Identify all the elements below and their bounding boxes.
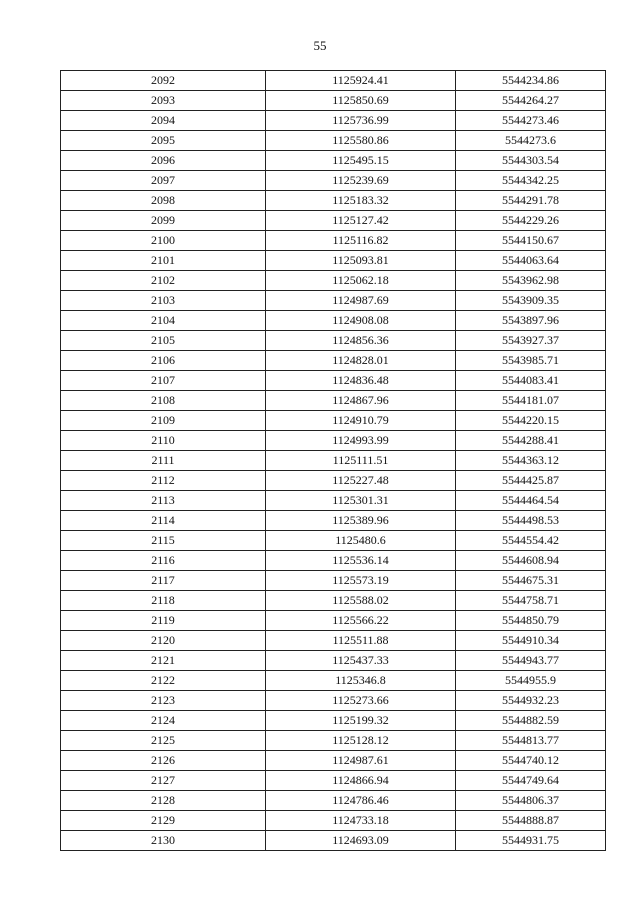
point-number-cell: 2103 — [61, 291, 266, 311]
x-coordinate-cell: 1124786.46 — [266, 791, 456, 811]
page-number: 55 — [313, 38, 327, 53]
point-number-cell: 2117 — [61, 571, 266, 591]
table-row — [61, 531, 606, 551]
y-coordinate-cell: 5544063.64 — [456, 251, 606, 271]
point-number-cell: 2121 — [61, 651, 266, 671]
table-row — [61, 711, 606, 731]
table-row — [61, 771, 606, 791]
x-coordinate-cell: 1125301.31 — [266, 491, 456, 511]
point-number-cell: 2107 — [61, 371, 266, 391]
table-row — [61, 551, 606, 571]
table-row — [61, 71, 606, 91]
x-coordinate-cell: 1124987.69 — [266, 291, 456, 311]
point-number-cell: 2092 — [61, 71, 266, 91]
point-number-cell: 2123 — [61, 691, 266, 711]
y-coordinate-cell: 5544288.41 — [456, 431, 606, 451]
table-row — [61, 831, 606, 851]
point-number-cell: 2116 — [61, 551, 266, 571]
point-number-cell: 2126 — [61, 751, 266, 771]
table-body — [61, 71, 606, 851]
table-row — [61, 651, 606, 671]
y-coordinate-cell: 5544273.46 — [456, 111, 606, 131]
point-number-cell: 2119 — [61, 611, 266, 631]
point-number-cell: 2120 — [61, 631, 266, 651]
point-number-cell: 2101 — [61, 251, 266, 271]
y-coordinate-cell: 5544234.86 — [456, 71, 606, 91]
point-number-cell: 2093 — [61, 91, 266, 111]
y-coordinate-cell: 5544955.9 — [456, 671, 606, 691]
table-row — [61, 611, 606, 631]
x-coordinate-cell: 1125183.32 — [266, 191, 456, 211]
table-row — [61, 371, 606, 391]
table-row — [61, 691, 606, 711]
y-coordinate-cell: 5544229.26 — [456, 211, 606, 231]
table-row — [61, 431, 606, 451]
y-coordinate-cell: 5544181.07 — [456, 391, 606, 411]
x-coordinate-cell: 1124693.09 — [266, 831, 456, 851]
y-coordinate-cell: 5544882.59 — [456, 711, 606, 731]
point-number-cell: 2108 — [61, 391, 266, 411]
point-number-cell: 2096 — [61, 151, 266, 171]
table-row — [61, 811, 606, 831]
y-coordinate-cell: 5544888.87 — [456, 811, 606, 831]
x-coordinate-cell: 1125062.18 — [266, 271, 456, 291]
point-number-cell: 2097 — [61, 171, 266, 191]
x-coordinate-cell: 1124867.96 — [266, 391, 456, 411]
table-row — [61, 751, 606, 771]
point-number-cell: 2130 — [61, 831, 266, 851]
x-coordinate-cell: 1125588.02 — [266, 591, 456, 611]
y-coordinate-cell: 5544813.77 — [456, 731, 606, 751]
x-coordinate-cell: 1125128.12 — [266, 731, 456, 751]
point-number-cell: 2114 — [61, 511, 266, 531]
y-coordinate-cell: 5544273.6 — [456, 131, 606, 151]
x-coordinate-cell: 1125093.81 — [266, 251, 456, 271]
y-coordinate-cell: 5544608.94 — [456, 551, 606, 571]
table-row — [61, 471, 606, 491]
point-number-cell: 2118 — [61, 591, 266, 611]
point-number-cell: 2102 — [61, 271, 266, 291]
point-number-cell: 2122 — [61, 671, 266, 691]
point-number-cell: 2098 — [61, 191, 266, 211]
table-row — [61, 291, 606, 311]
table-row — [61, 191, 606, 211]
y-coordinate-cell: 5544740.12 — [456, 751, 606, 771]
x-coordinate-cell: 1125480.6 — [266, 531, 456, 551]
table-row — [61, 591, 606, 611]
x-coordinate-cell: 1125116.82 — [266, 231, 456, 251]
y-coordinate-cell: 5544425.87 — [456, 471, 606, 491]
point-number-cell: 2112 — [61, 471, 266, 491]
y-coordinate-cell: 5544554.42 — [456, 531, 606, 551]
table-row — [61, 211, 606, 231]
point-number-cell: 2100 — [61, 231, 266, 251]
table-row — [61, 451, 606, 471]
y-coordinate-cell: 5544675.31 — [456, 571, 606, 591]
point-number-cell: 2104 — [61, 311, 266, 331]
y-coordinate-cell: 5544264.27 — [456, 91, 606, 111]
table-row — [61, 731, 606, 751]
table-row — [61, 311, 606, 331]
y-coordinate-cell: 5544749.64 — [456, 771, 606, 791]
point-number-cell: 2099 — [61, 211, 266, 231]
y-coordinate-cell: 5544342.25 — [456, 171, 606, 191]
x-coordinate-cell: 1125389.96 — [266, 511, 456, 531]
y-coordinate-cell: 5543927.37 — [456, 331, 606, 351]
x-coordinate-cell: 1125511.88 — [266, 631, 456, 651]
x-coordinate-cell: 1125437.33 — [266, 651, 456, 671]
point-number-cell: 2125 — [61, 731, 266, 751]
x-coordinate-cell: 1124910.79 — [266, 411, 456, 431]
x-coordinate-cell: 1125736.99 — [266, 111, 456, 131]
table-row — [61, 171, 606, 191]
point-number-cell: 2115 — [61, 531, 266, 551]
x-coordinate-cell: 1124908.08 — [266, 311, 456, 331]
x-coordinate-cell: 1124987.61 — [266, 751, 456, 771]
table-row — [61, 511, 606, 531]
y-coordinate-cell: 5544931.75 — [456, 831, 606, 851]
table-row — [61, 571, 606, 591]
y-coordinate-cell: 5544150.67 — [456, 231, 606, 251]
point-number-cell: 2106 — [61, 351, 266, 371]
x-coordinate-cell: 1125127.42 — [266, 211, 456, 231]
table-row — [61, 391, 606, 411]
y-coordinate-cell: 5544303.54 — [456, 151, 606, 171]
x-coordinate-cell: 1125573.19 — [266, 571, 456, 591]
x-coordinate-cell: 1125346.8 — [266, 671, 456, 691]
y-coordinate-cell: 5544943.77 — [456, 651, 606, 671]
y-coordinate-cell: 5543962.98 — [456, 271, 606, 291]
x-coordinate-cell: 1124836.48 — [266, 371, 456, 391]
x-coordinate-cell: 1124866.94 — [266, 771, 456, 791]
x-coordinate-cell: 1125273.66 — [266, 691, 456, 711]
y-coordinate-cell: 5543897.96 — [456, 311, 606, 331]
y-coordinate-cell: 5543909.35 — [456, 291, 606, 311]
point-number-cell: 2127 — [61, 771, 266, 791]
table-row — [61, 131, 606, 151]
x-coordinate-cell: 1125227.48 — [266, 471, 456, 491]
point-number-cell: 2124 — [61, 711, 266, 731]
x-coordinate-cell: 1124828.01 — [266, 351, 456, 371]
x-coordinate-cell: 1125850.69 — [266, 91, 456, 111]
point-number-cell: 2109 — [61, 411, 266, 431]
table-row — [61, 491, 606, 511]
x-coordinate-cell: 1125495.15 — [266, 151, 456, 171]
point-number-cell: 2094 — [61, 111, 266, 131]
x-coordinate-cell: 1125199.32 — [266, 711, 456, 731]
y-coordinate-cell: 5544850.79 — [456, 611, 606, 631]
point-number-cell: 2105 — [61, 331, 266, 351]
table-row — [61, 231, 606, 251]
table-row — [61, 331, 606, 351]
point-number-cell: 2128 — [61, 791, 266, 811]
y-coordinate-cell: 5544806.37 — [456, 791, 606, 811]
table-row — [61, 151, 606, 171]
point-number-cell: 2113 — [61, 491, 266, 511]
y-coordinate-cell: 5544083.41 — [456, 371, 606, 391]
x-coordinate-cell: 1124856.36 — [266, 331, 456, 351]
point-number-cell: 2095 — [61, 131, 266, 151]
y-coordinate-cell: 5544464.54 — [456, 491, 606, 511]
x-coordinate-cell: 1125536.14 — [266, 551, 456, 571]
x-coordinate-cell: 1125111.51 — [266, 451, 456, 471]
y-coordinate-cell: 5544932.23 — [456, 691, 606, 711]
table-row — [61, 111, 606, 131]
table-row — [61, 271, 606, 291]
x-coordinate-cell: 1125580.86 — [266, 131, 456, 151]
y-coordinate-cell: 5544498.53 — [456, 511, 606, 531]
y-coordinate-cell: 5544363.12 — [456, 451, 606, 471]
x-coordinate-cell: 1125566.22 — [266, 611, 456, 631]
y-coordinate-cell: 5543985.71 — [456, 351, 606, 371]
table-row — [61, 351, 606, 371]
y-coordinate-cell: 5544758.71 — [456, 591, 606, 611]
y-coordinate-cell: 5544910.34 — [456, 631, 606, 651]
table-row — [61, 411, 606, 431]
point-number-cell: 2129 — [61, 811, 266, 831]
y-coordinate-cell: 5544291.78 — [456, 191, 606, 211]
point-number-cell: 2110 — [61, 431, 266, 451]
x-coordinate-cell: 1125924.41 — [266, 71, 456, 91]
table-row — [61, 671, 606, 691]
x-coordinate-cell: 1124993.99 — [266, 431, 456, 451]
x-coordinate-cell: 1124733.18 — [266, 811, 456, 831]
y-coordinate-cell: 5544220.15 — [456, 411, 606, 431]
point-number-cell: 2111 — [61, 451, 266, 471]
coordinates-table — [60, 70, 606, 851]
table-row — [61, 251, 606, 271]
table-row — [61, 791, 606, 811]
table-row — [61, 91, 606, 111]
x-coordinate-cell: 1125239.69 — [266, 171, 456, 191]
table-row — [61, 631, 606, 651]
